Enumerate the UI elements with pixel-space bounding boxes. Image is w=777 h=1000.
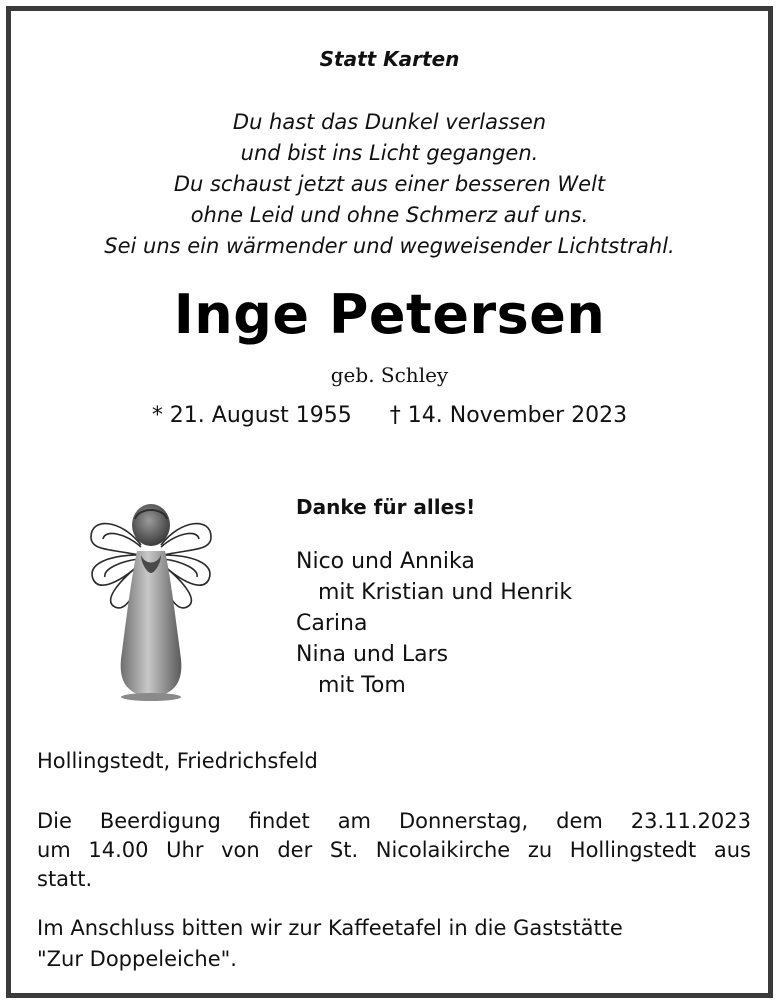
- death-date: † 14. November 2023: [389, 403, 628, 428]
- deceased-name: Inge Petersen: [173, 283, 606, 346]
- poem-line: Du hast das Dunkel verlassen: [232, 110, 547, 134]
- funeral-info: [37, 807, 751, 894]
- family-member: mit Tom: [318, 673, 406, 698]
- poem-line: und bist ins Licht gegangen.: [240, 141, 539, 165]
- family-member: Nico und Annika: [296, 549, 475, 574]
- poem-line: ohne Leid und ohne Schmerz auf uns.: [190, 203, 589, 227]
- birth-name: geb. Schley: [330, 363, 449, 387]
- family-member: Carina: [296, 611, 368, 636]
- funeral-line: statt.: [37, 867, 93, 891]
- coffee-line: Im Anschluss bitten wir zur Kaffeetafel in die Gaststätte: [37, 916, 623, 940]
- angel-figurine-image: [81, 489, 221, 705]
- coffee-line: "Zur Doppeleiche".: [37, 947, 237, 971]
- family-member: mit Kristian und Henrik: [318, 580, 573, 605]
- funeral-line: Die Beerdigung findet am Donnerstag, dem 23.11.2023: [37, 809, 751, 833]
- funeral-line: um 14.00 Uhr von der St. Nicolaikirche zu Hollingstedt aus: [37, 838, 751, 862]
- place-text: Hollingstedt, Friedrichsfeld: [37, 749, 318, 773]
- coffee-info: [37, 913, 751, 975]
- notice-header: Statt Karten: [319, 47, 460, 71]
- family-member: Nina und Lars: [296, 642, 449, 667]
- birth-date: * 21. August 1955: [151, 403, 352, 428]
- thanks-text: Danke für alles!: [296, 495, 476, 519]
- poem-line: Sei uns ein wärmender und wegweisender Lichtstrahl.: [104, 234, 675, 258]
- poem: [11, 107, 768, 262]
- life-dates: [11, 403, 768, 428]
- family-list: [296, 546, 572, 701]
- poem-line: Du schaust jetzt aus einer besseren Welt: [173, 172, 606, 196]
- notice-frame: [6, 6, 773, 998]
